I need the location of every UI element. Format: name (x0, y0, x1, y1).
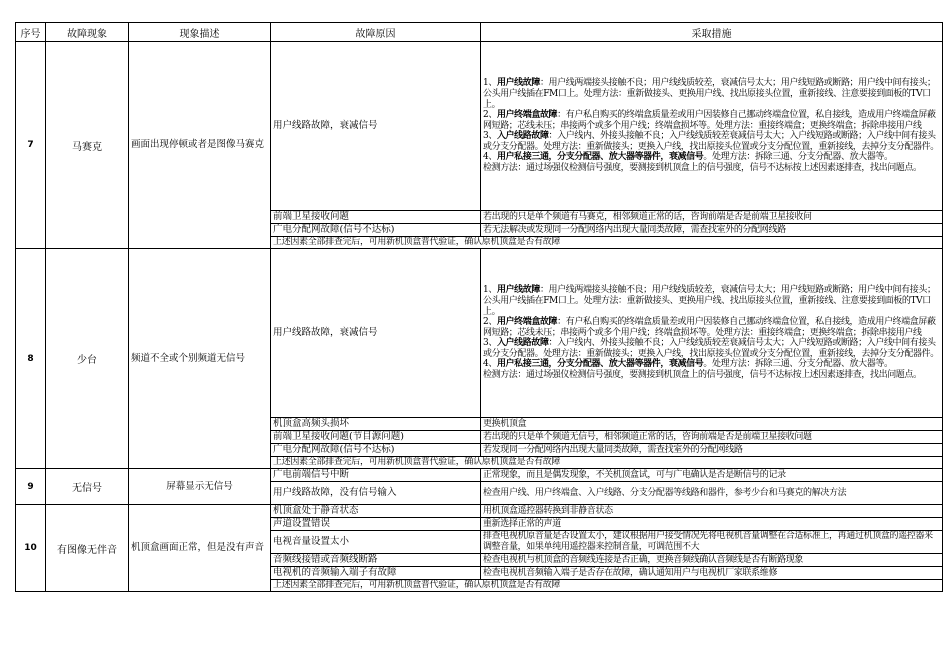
measure-heading: 用户线故障 (496, 78, 540, 89)
footer-note: 上述因素全部排查完后，可用新机顶盒普代验证，确认原机顶盒是否有故障 (271, 580, 943, 592)
header-no: 序号 (16, 23, 46, 42)
row-description: 频道不全或个别频道无信号 (129, 249, 271, 469)
measure-heading: 用户线故障 (496, 285, 540, 296)
measure-cell: 用机顶盒遥控器转换到非静音状态 (481, 505, 943, 518)
row-symptom: 马赛克 (46, 42, 129, 249)
cause-cell: 用户线路故障，衰减信号 (271, 249, 481, 418)
measure-cell: 检查电视机与机顶盒的音频线连接是否正确，更换音频线确认音频线是否有断路现象 (481, 554, 943, 567)
header-cause: 故障原因 (271, 23, 481, 42)
cause-cell: 用户线路故障，衰减信号 (271, 42, 481, 211)
measure-paragraph (483, 78, 940, 110)
measure-index: 4、 (483, 152, 497, 163)
cause-cell: 声道设置错误 (271, 518, 481, 531)
cause-cell: 前端卫星接收问题 (271, 211, 481, 224)
measure-text: 检测方法：通过场强仪检测信号强度，要测接到机顶盒上的信号强度，信号不达标按上述因素逐排查，找出问题点。 (483, 163, 922, 174)
footer-note: 上述因素全部排查完后，可用新机顶盒普代验证，确认原机顶盒是否有故障 (271, 457, 943, 469)
measure-paragraph (483, 110, 940, 131)
table-row (16, 249, 943, 418)
measure-heading: 用户终端盒故障 (496, 110, 558, 121)
line-fault-measures (483, 78, 940, 173)
measure-cell (481, 249, 943, 418)
measure-paragraph (483, 370, 940, 381)
measure-paragraph (483, 152, 940, 163)
measure-cell: 更换机顶盒 (481, 418, 943, 431)
cause-cell: 广电分配网故障(信号不达标) (271, 224, 481, 237)
table-row (16, 469, 943, 482)
measure-cell: 重新选择正常的声道 (481, 518, 943, 531)
measure-heading: 入户线路故障 (496, 131, 549, 142)
measure-index: 4、 (483, 359, 497, 370)
row-description: 画面出现停顿或者是图像马赛克 (129, 42, 271, 249)
measure-index: 1、 (483, 285, 497, 296)
measure-index: 3、 (483, 131, 497, 142)
row-symptom: 无信号 (46, 469, 129, 505)
cause-cell: 广电分配网故障(信号不达标) (271, 444, 481, 457)
table-row (16, 42, 943, 211)
measure-text: ：入户线内、外接头接触不良；入户线线质较差衰减信号太大；入户线短路或断路；入户线中间有接头或分支分配器。处理方法：重新做接头；更换入户线，找出原接头位置或分支分配位置，重新接线，去掉分支分配器件。 (483, 338, 939, 359)
measure-text: ：有户私自购买的终端盒质量差或用户因装修自己挪动终端盒位置，私自接线，造成用户终端盒屏蔽网短路；芯线未压；串接两个或多个用户线；终端盒损坏等。处理方法：重接终端盒；更换终端盒；拆除串接用户线 (483, 317, 936, 338)
row-number: 7 (16, 42, 46, 249)
row-description: 屏幕显示无信号 (129, 469, 271, 505)
cause-cell: 电视音量设置太小 (271, 531, 481, 554)
measure-heading: 用户私接三通，分支分配器、放大器等器件，衰减信号 (496, 152, 704, 163)
measure-cell: 正常现象，而且是偶发现象，不关机顶盒试，可与广电确认是否是断信号的记录 (481, 469, 943, 482)
cause-cell: 机顶盒高频头损坏 (271, 418, 481, 431)
header-symptom: 故障现象 (46, 23, 129, 42)
measure-paragraph (483, 163, 940, 174)
measure-text: ：用户线两端接头接触不良；用户线线质较差，衰减信号太大；用户线短路或断路；用户线中间有接头；公头用户线插在FM口上。处理方法：重新做接头、更换用户线、找出原接头位置，重新接线、注意要接到面板的TV口上。 (483, 285, 936, 317)
measure-cell: 若出现的只是单个频道有马赛克，相邻频道正常的话，咨询前端是否是前端卫星接收问 (481, 211, 943, 224)
measure-cell: 检查用户线、用户终端盒、入户线路、分支分配器等线路和器件，参考少台和马赛克的解决方法 (481, 482, 943, 505)
row-symptom: 少台 (46, 249, 129, 469)
row-number: 8 (16, 249, 46, 469)
measure-paragraph (483, 131, 940, 152)
measure-paragraph (483, 338, 940, 359)
header-row (16, 23, 943, 42)
measure-index: 3、 (483, 338, 497, 349)
measure-index: 2、 (483, 110, 497, 121)
cause-cell: 机顶盒处于静音状态 (271, 505, 481, 518)
cause-cell: 电视机的音频输入端子有故障 (271, 567, 481, 580)
measure-index: 1、 (483, 78, 497, 89)
table-row (16, 505, 943, 518)
measure-cell: 若出现的只是单个频道无信号，相邻频道正常的话，咨询前端是否是前端卫星接收问题 (481, 431, 943, 444)
measure-text: 。处理方法：拆除三通、分支分配器、放大器等。 (703, 152, 893, 163)
cause-cell: 前端卫星接收问题(节目源问题) (271, 431, 481, 444)
header-measures: 采取措施 (481, 23, 943, 42)
measure-text: 。处理方法：拆除三通、分支分配器、放大器等。 (703, 359, 893, 370)
measure-text: ：有户私自购买的终端盒质量差或用户因装修自己挪动终端盒位置，私自接线，造成用户终端盒屏蔽网短路；芯线未压；串接两个或多个用户线；终端盒损坏等。处理方法：重接终端盒；更换终端盒；拆除串接用户线 (483, 110, 936, 131)
row-description: 机顶盒画面正常，但是没有声音 (129, 505, 271, 592)
measure-heading: 用户私接三通，分支分配器、放大器等器件，衰减信号 (496, 359, 704, 370)
measure-text: ：入户线内、外接头接触不良；入户线线质较差衰减信号太大；入户线短路或断路；入户线中间有接头或分支分配器。处理方法：重新做接头；更换入户线，找出原接头位置或分支分配位置，重新接线，去掉分支分配器件。 (483, 131, 939, 152)
measure-cell: 排查电视机原音量是否设置太小，建议根据用户接受情况先将电视机音量调整在合适标准上，再通过机顶盒的遥控器来调整音量，如果单纯用遥控器来控制音量，可调范围不大 (481, 531, 943, 554)
row-number: 10 (16, 505, 46, 592)
measure-heading: 用户终端盒故障 (496, 317, 558, 328)
measure-index: 2、 (483, 317, 497, 328)
cause-cell: 用户线路故障，没有信号输入 (271, 482, 481, 505)
cause-cell: 音频线接错或音频线断路 (271, 554, 481, 567)
measure-text: 检测方法：通过场强仪检测信号强度，要测接到机顶盒上的信号强度，信号不达标按上述因素逐排查，找出问题点。 (483, 370, 922, 381)
line-fault-measures (483, 285, 940, 380)
fault-table (15, 22, 943, 592)
row-symptom: 有图像无伴音 (46, 505, 129, 592)
measure-text: ：用户线两端接头接触不良；用户线线质较差，衰减信号太大；用户线短路或断路；用户线中间有接头；公头用户线插在FM口上。处理方法：重新做接头、更换用户线、找出原接头位置，重新接线、注意要接到面板的TV口上。 (483, 78, 936, 110)
measure-cell: 检查电视机音频输入端子是否存在故障，确认通知用户与电视机厂家联系维修 (481, 567, 943, 580)
row-number: 9 (16, 469, 46, 505)
measure-cell (481, 42, 943, 211)
footer-note: 上述因素全部排查完后，可用新机顶盒普代验证，确认原机顶盒是否有故障 (271, 237, 943, 249)
cause-cell: 广电前端信号中断 (271, 469, 481, 482)
header-description: 现象描述 (129, 23, 271, 42)
measure-paragraph (483, 317, 940, 338)
measure-paragraph (483, 285, 940, 317)
measure-heading: 入户线路故障 (496, 338, 549, 349)
measure-cell: 若发现同一分配网络内出现大量同类故障，需查找室外的分配网线路 (481, 444, 943, 457)
measure-cell: 若无法解决或发现同一分配网络内出现大量同类故障，需查找室外的分配网线路 (481, 224, 943, 237)
measure-paragraph (483, 359, 940, 370)
